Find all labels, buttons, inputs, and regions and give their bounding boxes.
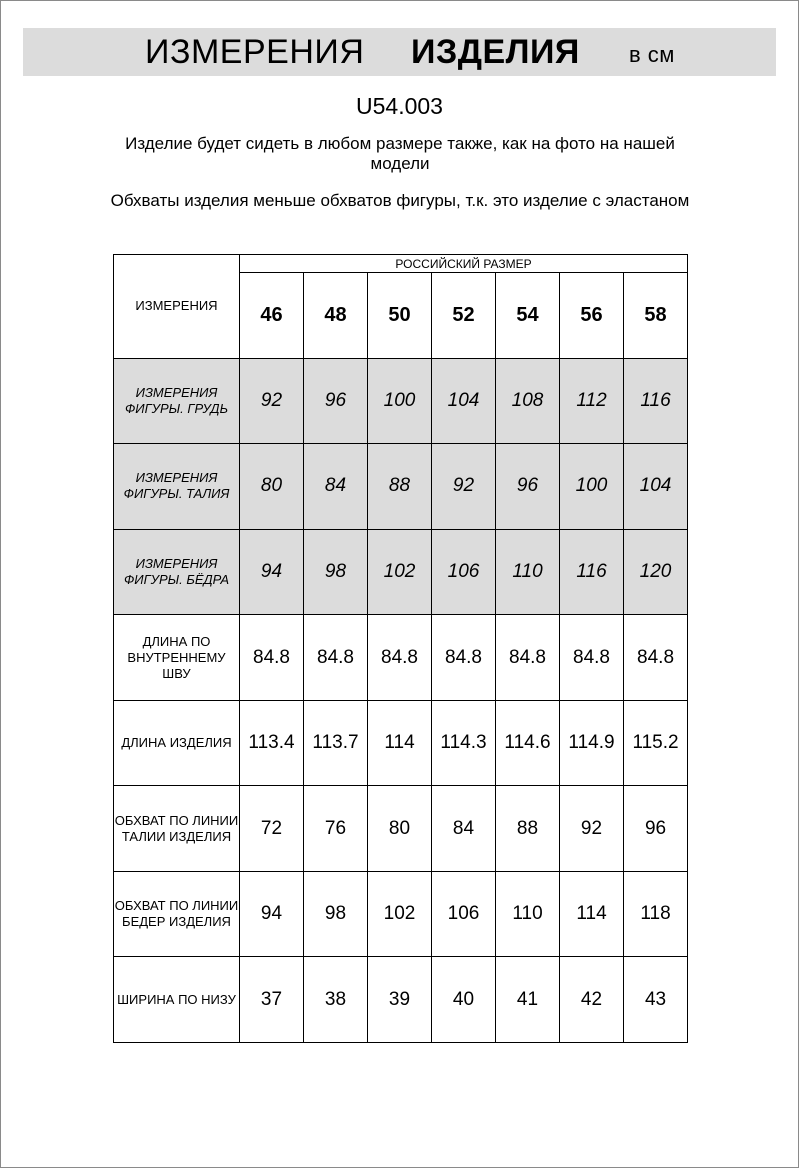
row-label: ШИРИНА ПО НИЗУ — [114, 957, 240, 1043]
cell-value: 113.7 — [304, 700, 368, 786]
cell-value: 84.8 — [496, 615, 560, 701]
cell-value: 110 — [496, 529, 560, 615]
header-title-product: ИЗДЕЛИЯ — [411, 33, 580, 71]
size-header-48: 48 — [304, 273, 368, 359]
cell-value: 96 — [624, 786, 688, 872]
cell-value: 114 — [368, 700, 432, 786]
size-header-54: 54 — [496, 273, 560, 359]
cell-value: 98 — [304, 529, 368, 615]
cell-value: 102 — [368, 871, 432, 957]
table-row — [114, 786, 688, 872]
row-label: ОБХВАТ ПО ЛИНИИ БЕДЕР ИЗДЕЛИЯ — [114, 871, 240, 957]
cell-value: 84.8 — [304, 615, 368, 701]
cell-value: 102 — [368, 529, 432, 615]
cell-value: 84.8 — [240, 615, 304, 701]
cell-value: 94 — [240, 529, 304, 615]
row-label: ОБХВАТ ПО ЛИНИИ ТАЛИИ ИЗДЕЛИЯ — [114, 786, 240, 872]
row-label: ИЗМЕРЕНИЯ ФИГУРЫ. ГРУДЬ — [114, 358, 240, 444]
cell-value: 104 — [432, 358, 496, 444]
row-label: ДЛИНА ПО ВНУТРЕННЕМУ ШВУ — [114, 615, 240, 701]
russian-size-header: РОССИЙСКИЙ РАЗМЕР — [240, 255, 688, 273]
size-header-58: 58 — [624, 273, 688, 359]
cell-value: 92 — [240, 358, 304, 444]
cell-value: 88 — [496, 786, 560, 872]
cell-value: 92 — [560, 786, 624, 872]
cell-value: 84.8 — [624, 615, 688, 701]
cell-value: 80 — [368, 786, 432, 872]
header-title-measurements: ИЗМЕРЕНИЯ — [145, 33, 365, 71]
cell-value: 96 — [304, 358, 368, 444]
cell-value: 37 — [240, 957, 304, 1043]
cell-value: 110 — [496, 871, 560, 957]
size-header-46: 46 — [240, 273, 304, 359]
cell-value: 106 — [432, 529, 496, 615]
cell-value: 94 — [240, 871, 304, 957]
cell-value: 112 — [560, 358, 624, 444]
table-row — [114, 871, 688, 957]
cell-value: 104 — [624, 444, 688, 530]
cell-value: 40 — [432, 957, 496, 1043]
size-header-56: 56 — [560, 273, 624, 359]
fit-note: Изделие будет сидеть в любом размере также, как на фото на нашей модели — [125, 134, 675, 173]
corner-label: ИЗМЕРЕНИЯ — [114, 255, 240, 359]
size-chart-table — [113, 254, 688, 1043]
table-row — [114, 615, 688, 701]
table-row — [114, 700, 688, 786]
cell-value: 114.6 — [496, 700, 560, 786]
row-label: ДЛИНА ИЗДЕЛИЯ — [114, 700, 240, 786]
cell-value: 116 — [624, 358, 688, 444]
cell-value: 115.2 — [624, 700, 688, 786]
cell-value: 108 — [496, 358, 560, 444]
cell-value: 96 — [496, 444, 560, 530]
cell-value: 106 — [432, 871, 496, 957]
elastane-note: Обхваты изделия меньше обхватов фигуры, т.к. это изделие с эластаном — [110, 191, 690, 210]
size-header-52: 52 — [432, 273, 496, 359]
cell-value: 42 — [560, 957, 624, 1043]
cell-value: 118 — [624, 871, 688, 957]
article-number: U54.003 — [356, 93, 443, 119]
cell-value: 98 — [304, 871, 368, 957]
cell-value: 84.8 — [560, 615, 624, 701]
cell-value: 113.4 — [240, 700, 304, 786]
cell-value: 114.9 — [560, 700, 624, 786]
cell-value: 92 — [432, 444, 496, 530]
cell-value: 120 — [624, 529, 688, 615]
cell-value: 84.8 — [432, 615, 496, 701]
cell-value: 84.8 — [368, 615, 432, 701]
table-row — [114, 529, 688, 615]
table-row — [114, 444, 688, 530]
cell-value: 88 — [368, 444, 432, 530]
cell-value: 100 — [368, 358, 432, 444]
cell-value: 38 — [304, 957, 368, 1043]
cell-value: 80 — [240, 444, 304, 530]
cell-value: 116 — [560, 529, 624, 615]
cell-value: 114 — [560, 871, 624, 957]
table-row — [114, 957, 688, 1043]
cell-value: 72 — [240, 786, 304, 872]
cell-value: 100 — [560, 444, 624, 530]
row-label: ИЗМЕРЕНИЯ ФИГУРЫ. БЁДРА — [114, 529, 240, 615]
cell-value: 76 — [304, 786, 368, 872]
cell-value: 84 — [432, 786, 496, 872]
row-label: ИЗМЕРЕНИЯ ФИГУРЫ. ТАЛИЯ — [114, 444, 240, 530]
cell-value: 39 — [368, 957, 432, 1043]
cell-value: 43 — [624, 957, 688, 1043]
cell-value: 41 — [496, 957, 560, 1043]
size-header-50: 50 — [368, 273, 432, 359]
cell-value: 114.3 — [432, 700, 496, 786]
cell-value: 84 — [304, 444, 368, 530]
header-unit: в см — [629, 42, 675, 67]
table-row — [114, 358, 688, 444]
